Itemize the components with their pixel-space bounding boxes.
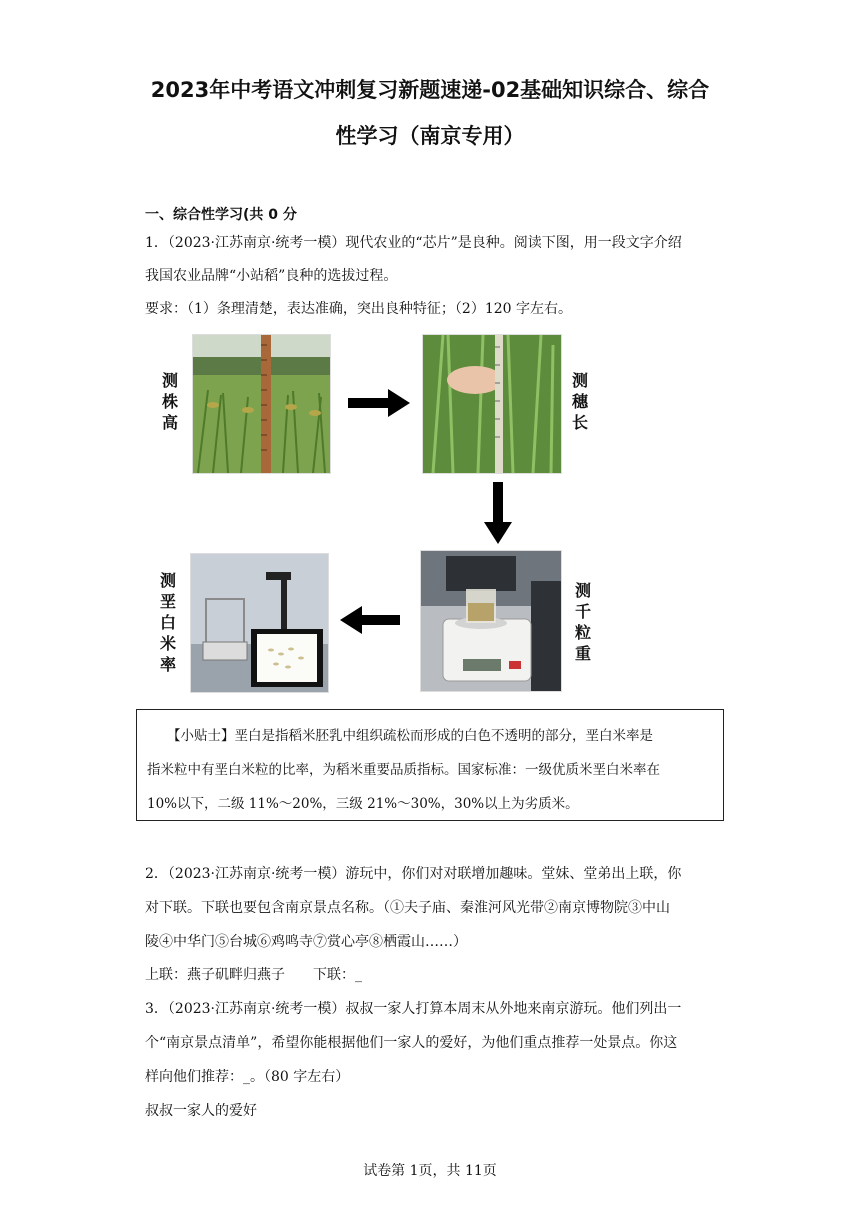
tip-line2: 指米粒中有垩白米粒的比率，为稻米重要品质指标。国家标准：一级优质米垩白米率在 [147,762,660,778]
arrow-left-icon [340,606,400,638]
page-title-line1: 2023年中考语文冲刺复习新题速递-02基础知识综合、综合 [150,78,710,102]
q3-line1: 3．（2023·江苏南京·统考一模）叔叔一家人打算本周末从外地来南京游玩。他们列出一 [145,1001,682,1017]
tip-line1: 【小贴士】垩白是指稻米胚乳中组织疏松而形成的白色不透明的部分，垩白米率是 [167,728,653,744]
q2-line1: 2．（2023·江苏南京·统考一模）游玩中，你们对对联增加趣味。堂妹、堂弟出上联，你 [145,866,682,882]
figure-label-panicle-length: 测穗长 [571,371,588,432]
q3-line2: 个“南京景点清单”，希望你能根据他们一家人的爱好，为他们重点推荐一处景点。你这 [145,1035,678,1051]
photo-chalky-rice-rate [190,553,329,693]
figure-label-chalky-rice-rate: 测垩白米率 [159,571,176,674]
figure-label-plant-height: 测株高 [161,371,178,432]
tip-line3: 10%以下，二级 11%～20%，三级 21%～30%，30%以上为劣质米。 [147,796,579,812]
arrow-right-icon [348,389,410,421]
q2-couplet: 上联：燕子矶畔归燕子 下联：_ [145,967,362,983]
photo-plant-height [192,334,331,474]
q3-line4: 叔叔一家人的爱好 [145,1103,257,1119]
q1-line3: 要求：（1）条理清楚，表达准确，突出良种特征；（2）120 字左右。 [145,301,572,317]
photo-thousand-grain-weight [420,550,562,692]
arrow-down-icon [484,482,512,548]
q2-line3: 陵④中华门⑤台城⑥鸡鸣寺⑦赏心亭⑧栖霞山……） [145,934,467,950]
q2-line2: 对下联。下联也要包含南京景点名称。（①夫子庙、秦淮河风光带②南京博物院③中山 [145,900,670,916]
page-footer: 试卷第 1页，共 11页 [363,1163,497,1179]
tip-box [136,709,724,821]
photo-panicle-length [422,334,562,474]
page-title-line2: 性学习（南京专用） [335,124,525,148]
section-heading: 一、综合性学习(共 0 分 [145,207,297,223]
figure-label-thousand-grain-weight: 测千粒重 [574,581,591,663]
q3-line3: 样向他们推荐：_。（80 字左右） [145,1069,350,1085]
q1-line2: 我国农业品牌“小站稻”良种的选拔过程。 [145,268,398,284]
q1-line1: 1．（2023·江苏南京·统考一模）现代农业的“芯片”是良种。阅读下图，用一段文字介绍 [145,235,682,251]
